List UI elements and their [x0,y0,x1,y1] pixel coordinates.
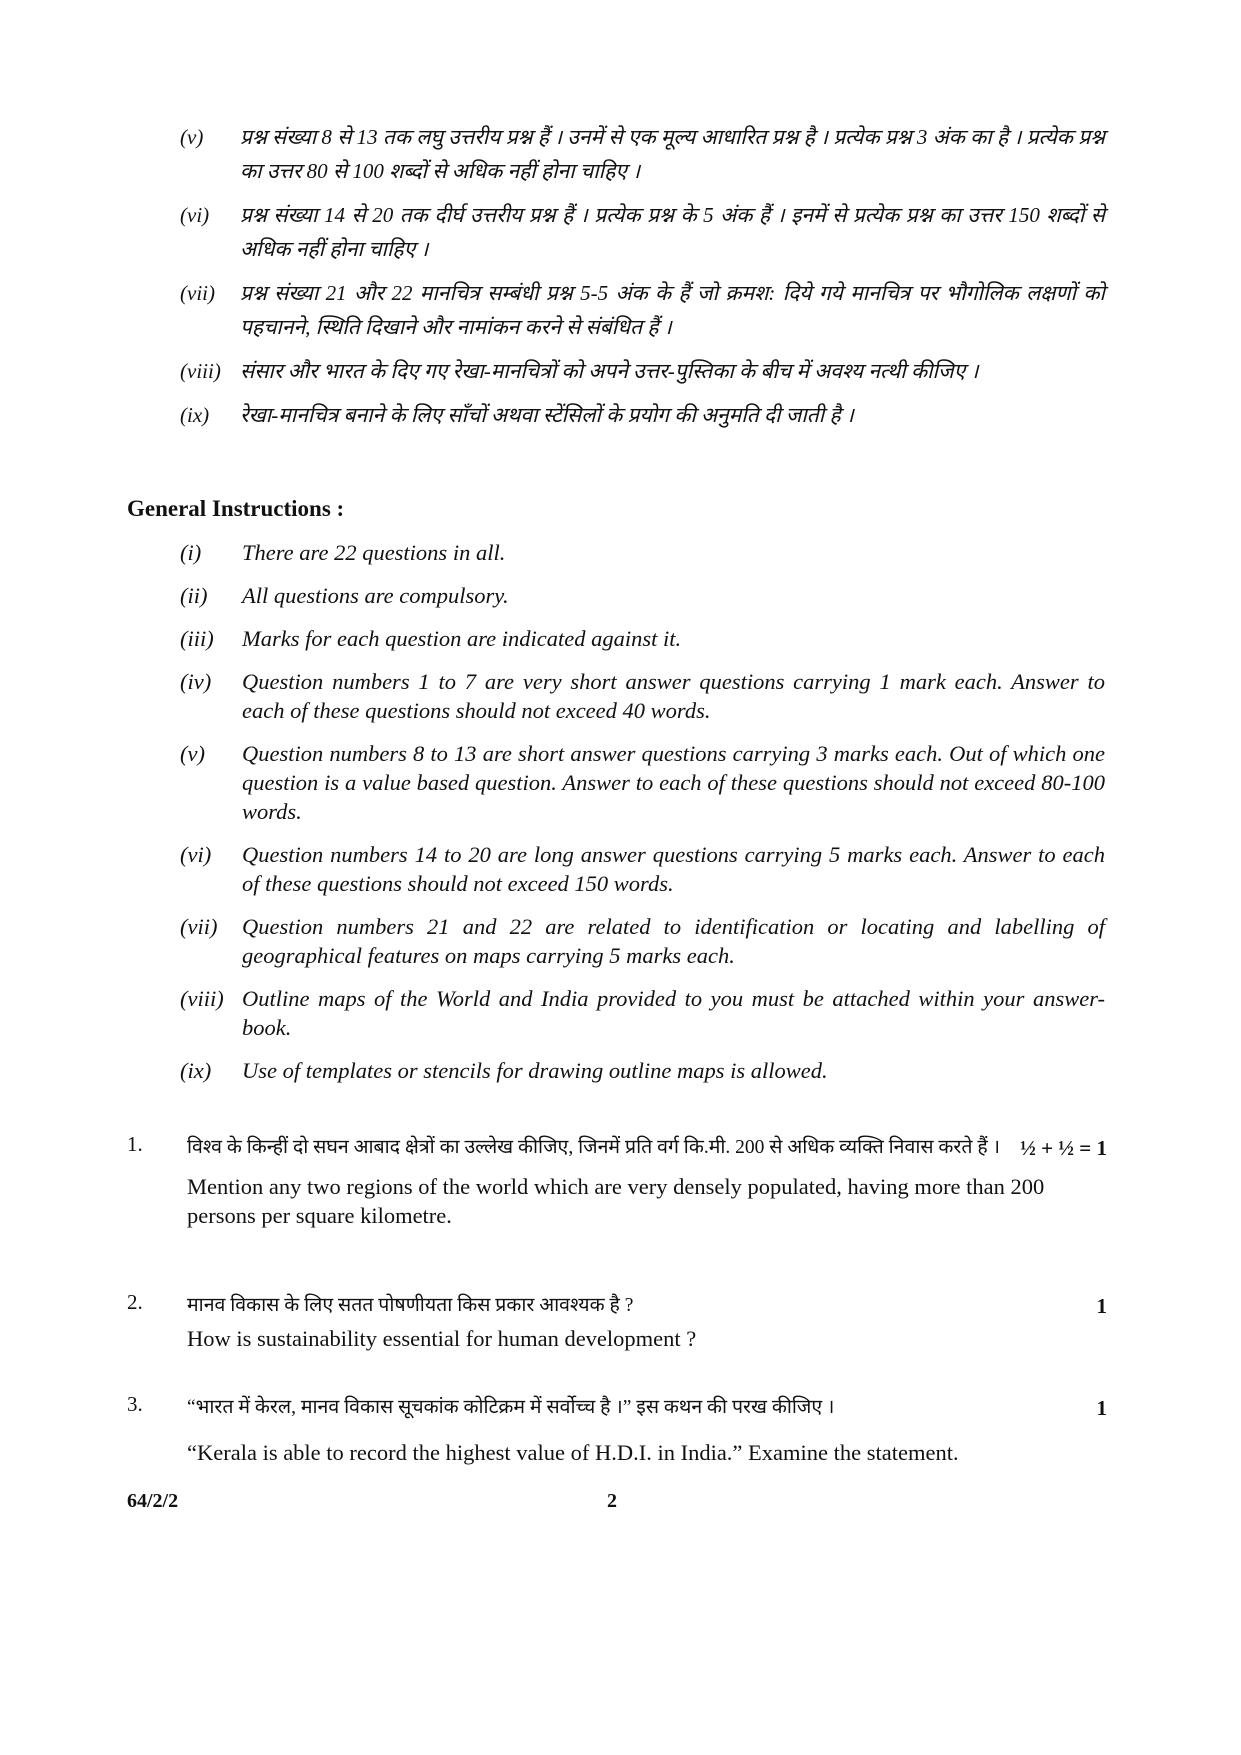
question-hindi [187,1392,1107,1424]
paper-code: 64/2/2 [127,1490,179,1512]
general-instructions-heading: General Instructions : [127,496,345,521]
question-english: “Kerala is able to record the highest value of H.D.I. in India.” Examine the statement. [187,1440,959,1465]
item-text: प्रश्न संख्या 8 से 13 तक लघु उत्तरीय प्रश्न हैं । उनमें से एक मूल्य आधारित प्रश्न है । प्रत्येक प्रश्न 3 अंक का है । प्रत्येक प्रश्न का उत्तर 80 से 100 शब्दों से अधिक नहीं होना चाहिए । [240,125,1105,183]
instruction-item [180,840,1105,898]
item-text: Use of templates or stencils for drawing outline maps is allowed. [242,1058,828,1083]
question-hindi [187,1290,1107,1322]
hindi-instruction-item [180,198,1105,266]
question-english: Mention any two regions of the world which are very densely populated, having more than 200 persons per square kilometre. [187,1174,1045,1228]
question-number: 2. [127,1290,143,1314]
item-text: All questions are compulsory. [242,583,509,608]
item-text: Outline maps of the World and India provided to you must be attached within your answer-book. [242,986,1105,1040]
item-number: (v) [180,125,204,149]
item-number: (vi) [180,842,212,867]
question-hindi-text: मानव विकास के लिए सतत पोषणीयता किस प्रकार आवश्यक है ? [187,1295,634,1316]
item-text: Question numbers 14 to 20 are long answer questions carrying 5 marks each. Answer to each of these questions should not exceed 150 words. [242,842,1105,896]
hindi-instruction-item [180,398,1105,432]
item-number: (vii) [180,914,218,939]
question-number: 1. [127,1132,143,1156]
item-text: Question numbers 1 to 7 are very short answer questions carrying 1 mark each. Answer to each of these questions should not exceed 40 words. [242,669,1105,723]
item-number: (ix) [180,403,210,427]
instruction-item [180,538,1105,567]
item-number: (viii) [180,359,221,383]
item-number: (v) [180,741,205,766]
item-number: (iii) [180,626,214,651]
hindi-instruction-item [180,120,1105,188]
instruction-item [180,984,1105,1042]
marks-label: 1 [1096,1294,1107,1318]
question-hindi-text: “भारत में केरल, मानव विकास सूचकांक कोटिक्रम में सर्वोच्च है ।” इस कथन की परख कीजिए । [187,1397,835,1418]
question-english: How is sustainability essential for human development ? [187,1326,697,1351]
general-instructions [180,538,1105,1099]
item-text: Marks for each question are indicated against it. [242,626,682,651]
item-text: रेखा-मानचित्र बनाने के लिए साँचों अथवा स्टेंसिलों के प्रयोग की अनुमति दी जाती है । [240,403,854,427]
question-1 [127,1132,1107,1230]
question-hindi [187,1132,1107,1164]
question-2 [127,1290,1107,1353]
item-number: (viii) [180,986,224,1011]
item-text: प्रश्न संख्या 14 से 20 तक दीर्घ उत्तरीय प्रश्न हैं । प्रत्येक प्रश्न के 5 अंक हैं । इनमें से प्रत्येक प्रश्न का उत्तर 150 शब्दों से अधिक नहीं होना चाहिए । [240,203,1105,261]
hindi-instructions [180,120,1105,442]
hindi-instruction-item [180,276,1105,344]
question-number: 3. [127,1392,143,1416]
item-text: Question numbers 21 and 22 are related to identification or locating and labelling of geographical features on maps carrying 5 marks each. [242,914,1105,968]
instruction-item [180,739,1105,826]
hindi-instruction-item [180,354,1105,388]
instruction-item [180,1056,1105,1085]
marks-label: 1 [1096,1396,1107,1420]
instruction-item [180,624,1105,653]
item-number: (ix) [180,1058,212,1083]
instruction-item [180,667,1105,725]
item-number: (vii) [180,281,215,305]
item-text: संसार और भारत के दिए गए रेखा-मानचित्रों को अपने उत्तर-पुस्तिका के बीच में अवश्य नत्थी कीजिए । [240,359,979,383]
question-hindi-text: विश्व के किन्हीं दो सघन आबाद क्षेत्रों का उल्लेख कीजिए, जिनमें प्रति वर्ग कि.मी. 200 से अधिक व्यक्ति निवास करते हैं । [187,1137,1000,1158]
page-number: 2 [607,1490,617,1512]
item-number: (i) [180,540,202,565]
item-text: There are 22 questions in all. [242,540,506,565]
item-number: (ii) [180,583,208,608]
item-number: (vi) [180,203,210,227]
item-number: (iv) [180,669,212,694]
marks-label: ½ + ½ = 1 [1020,1136,1107,1160]
instruction-item [180,912,1105,970]
instruction-item [180,581,1105,610]
item-text: प्रश्न संख्या 21 और 22 मानचित्र सम्बंधी प्रश्न 5-5 अंक के हैं जो क्रमश: दिये गये मानचित्र पर भौगोलिक लक्षणों को पहचानने, स्थिति दिखाने और नामांकन करने से संबंधित हैं । [240,281,1105,339]
item-text: Question numbers 8 to 13 are short answer questions carrying 3 marks each. Out of which one question is a value based question. Answer to each of these questions should not exceed 80-100 words. [242,741,1105,824]
question-3 [127,1392,1107,1467]
